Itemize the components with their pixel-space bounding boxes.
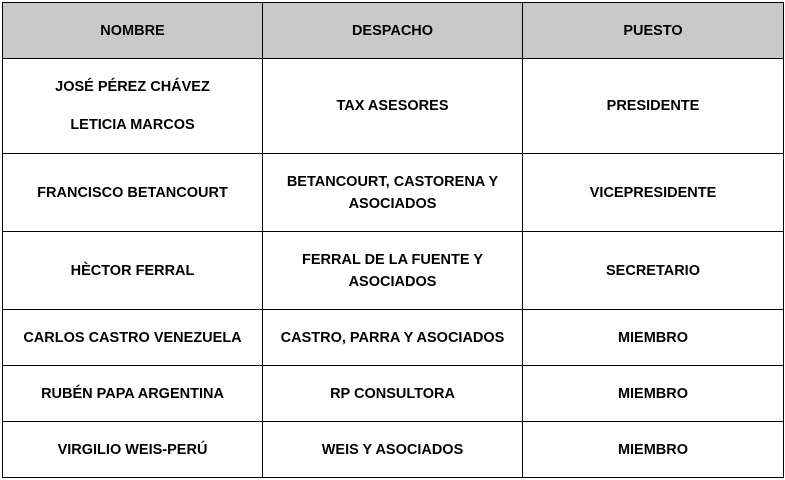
cell-nombre: VIRGILIO WEIS-PERÚ (3, 422, 263, 478)
cell-puesto: MIEMBRO (523, 366, 784, 422)
header-nombre: NOMBRE (3, 3, 263, 59)
cell-nombre: HÈCTOR FERRAL (3, 232, 263, 310)
board-members-table (2, 2, 784, 478)
cell-despacho: TAX ASESORES (263, 59, 523, 154)
cell-despacho: BETANCOURT, CASTORENA Y ASOCIADOS (263, 154, 523, 232)
cell-despacho: WEIS Y ASOCIADOS (263, 422, 523, 478)
table-row (3, 310, 784, 366)
header-puesto: PUESTO (523, 3, 784, 59)
cell-nombre: CARLOS CASTRO VENEZUELA (3, 310, 263, 366)
cell-puesto: MIEMBRO (523, 422, 784, 478)
table-row (3, 422, 784, 478)
member-name: JOSÉ PÉREZ CHÁVEZ (55, 79, 210, 95)
cell-despacho: FERRAL DE LA FUENTE Y ASOCIADOS (263, 232, 523, 310)
header-row (3, 3, 784, 59)
cell-nombre (3, 59, 263, 154)
cell-despacho: RP CONSULTORA (263, 366, 523, 422)
cell-puesto: VICEPRESIDENTE (523, 154, 784, 232)
cell-puesto: MIEMBRO (523, 310, 784, 366)
member-name: LETICIA MARCOS (70, 117, 195, 133)
table-row (3, 59, 784, 154)
header-despacho: DESPACHO (263, 3, 523, 59)
cell-puesto: SECRETARIO (523, 232, 784, 310)
cell-nombre: RUBÉN PAPA ARGENTINA (3, 366, 263, 422)
cell-despacho: CASTRO, PARRA Y ASOCIADOS (263, 310, 523, 366)
table-row (3, 154, 784, 232)
cell-nombre: FRANCISCO BETANCOURT (3, 154, 263, 232)
table-row (3, 232, 784, 310)
cell-puesto: PRESIDENTE (523, 59, 784, 154)
table-row (3, 366, 784, 422)
